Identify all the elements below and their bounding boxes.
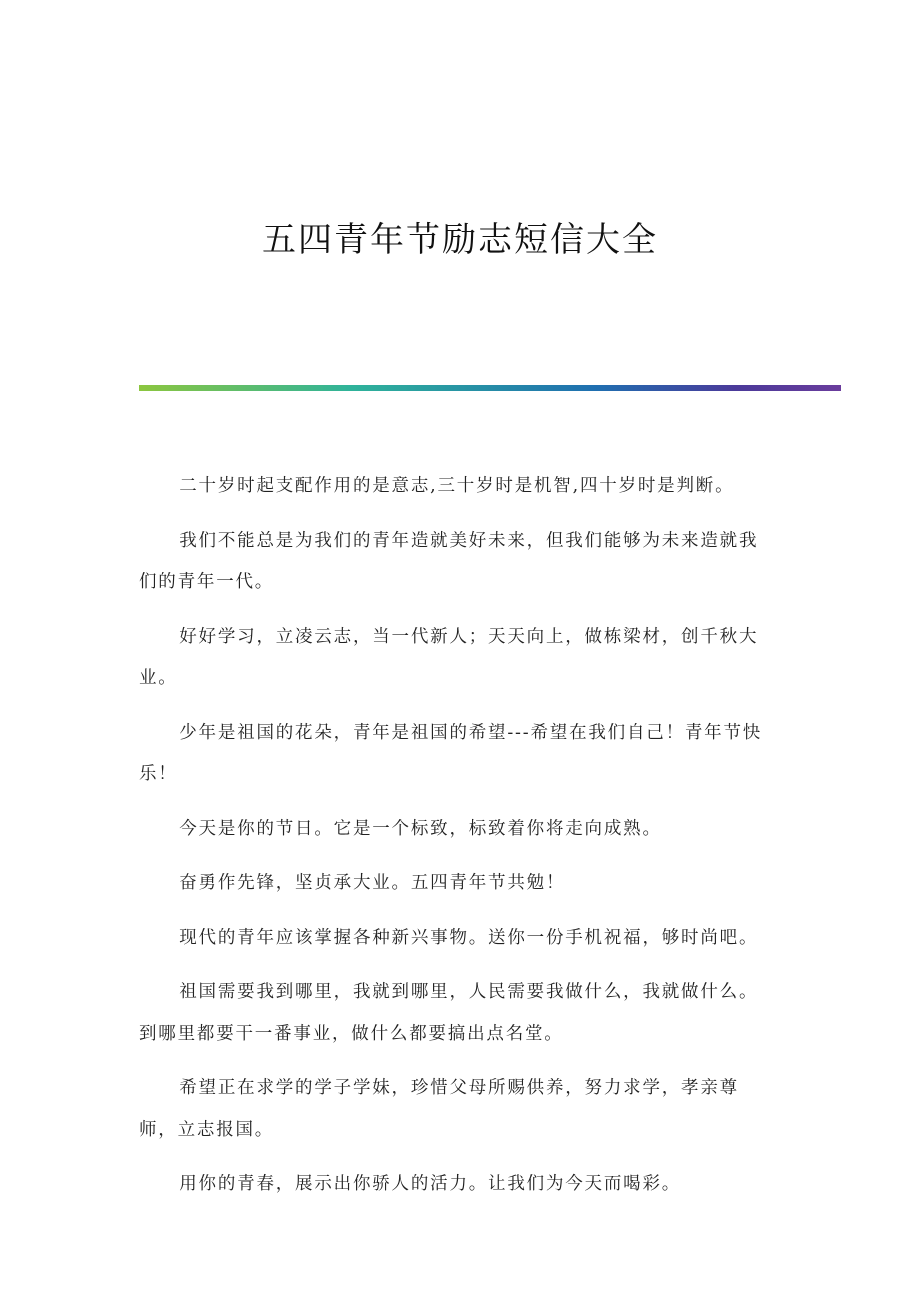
document-title: 五四青年节励志短信大全 [262,220,658,260]
paragraph-9: 希望正在求学的学子学妹，珍惜父母所赐供养，努力求学，孝亲尊师，立志报国。 [139,1078,739,1140]
gradient-divider [139,385,841,391]
paragraph-5: 今天是你的节日。它是一个标致，标致着你将走向成熟。 [179,818,662,839]
paragraph-6: 奋勇作先锋，坚贞承大业。五四青年节共勉！ [179,873,566,893]
paragraph-7: 现代的青年应该掌握各种新兴事物。送你一份手机祝福，够时尚吧。 [179,927,759,948]
document-body [139,466,775,1219]
paragraph-4: 少年是祖国的花朵，青年是祖国的希望---希望在我们自己！青年节快乐！ [139,722,763,784]
paragraph-2: 我们不能总是为我们的青年造就美好未来，但我们能够为未来造就我们的青年一代。 [139,530,759,592]
paragraph-1: 二十岁时起支配作用的是意志,三十岁时是机智,四十岁时是判断。 [179,476,735,496]
paragraph-10: 用你的青春，展示出你骄人的活力。让我们为今天而喝彩。 [179,1174,682,1194]
paragraph-3: 好好学习，立凌云志，当一代新人；天天向上，做栋梁材，创千秋大业。 [139,626,759,688]
paragraph-8: 祖国需要我到哪里，我就到哪里，人民需要我做什么，我就做什么。到哪里都要干一番事业，做什么都要搞出点名堂。 [139,982,759,1044]
